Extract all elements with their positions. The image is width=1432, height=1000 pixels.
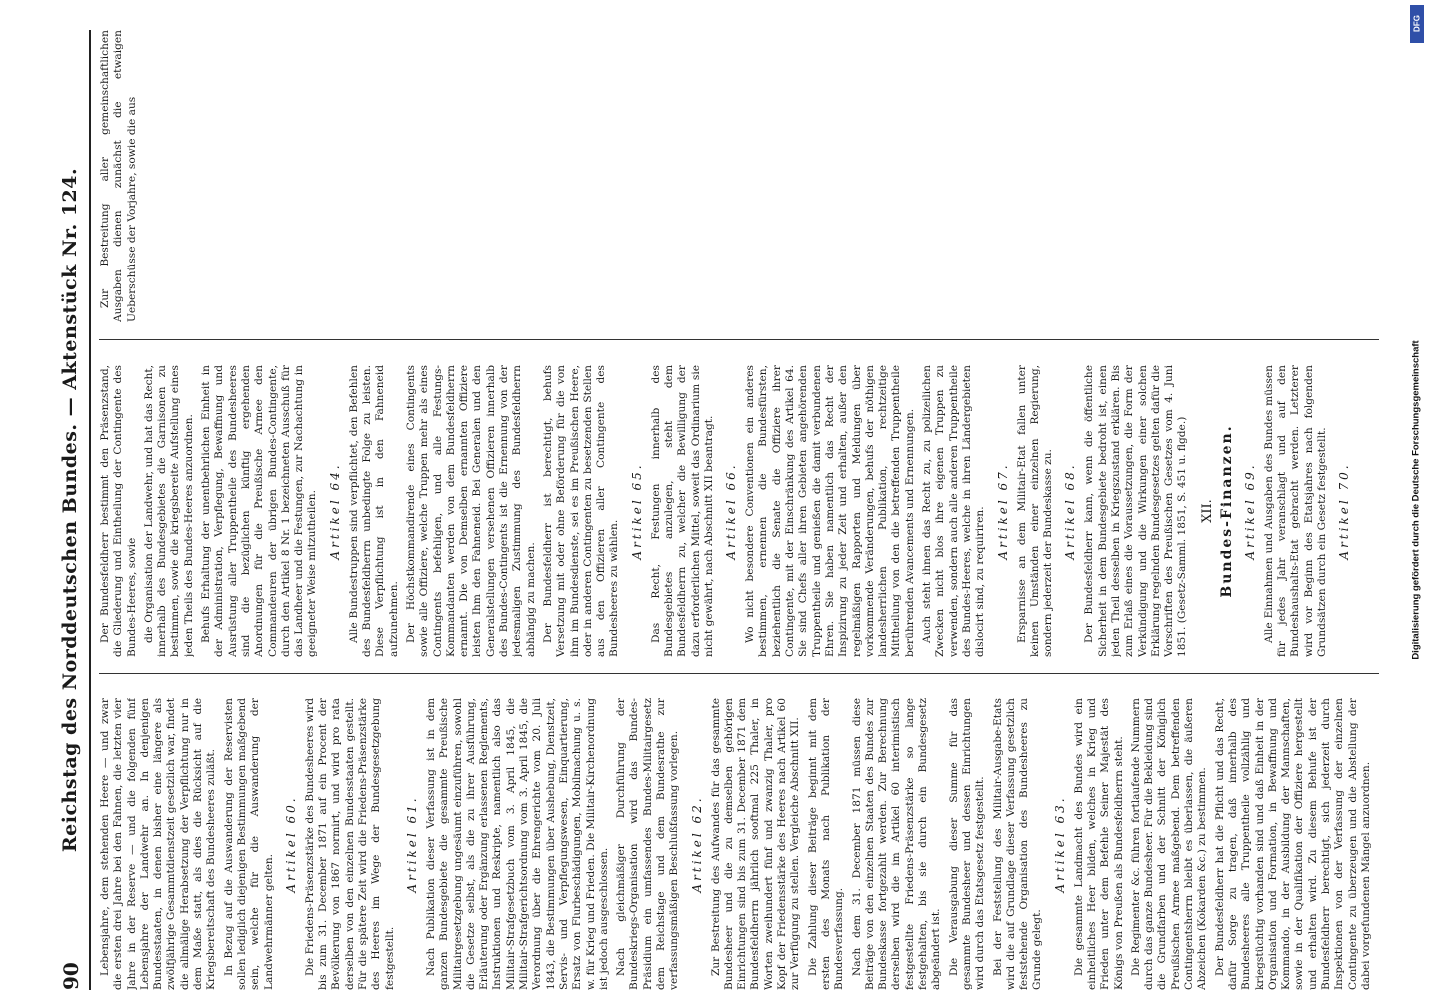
paragraph: Die Verausgabung dieser Summe für das gesammte Bundesheer und dessen Einrichtungen wird durch das Etatsgesetz festgestellt.: [947, 698, 987, 990]
page-number: 90: [59, 962, 83, 990]
paragraph: Lebensjahre, dem stehenden Heere — und zwar die ersten drei Jahre bei den Fahnen, die letzten vier Jahre in der Reserve — und die folgenden fünf Lebensjahre der Landwehr an. In denjenigen Bundesstaaten, in denen bisher eine längere als zwölfjährige Gesammtdienstzeit gesetzlich war, findet die allmälige Herabsetzung der Verpflichtung nur in dem Maße statt, als dies die Rücksicht auf die Kriegsbereitschaft des Bundesheeres zuläßt.: [99, 698, 218, 990]
paragraph: Der Bundesfeldherr bestimmt den Präsenzstand, die Gliederung und Eintheilung der Contingente des Bundes-Heeres, sowie: [99, 365, 138, 657]
article-heading: Artikel 68.: [1063, 462, 1078, 560]
paragraph: Die Zahlung dieser Beiträge beginnt mit dem ersten des Monats nach Publikation der Bundesverfassung.: [806, 698, 846, 990]
text-column-left: [99, 698, 1379, 990]
paragraph: Der Bundesfeldherr ist berechtigt, behufs Versetzung mit oder ohne Beförderung für die von ihm im Bundesdienste, sei es im Preußischen Heere, oder in anderen Contingenten zu besetzenden Stellen aus den Offizieren aller Contingente des Bundesheeres zu wählen.: [541, 365, 621, 657]
column-divider: [99, 673, 1379, 674]
paragraph: Das Recht, Festungen innerhalb des Bundesgebietes anzulegen, steht dem Bundesfeldherrn zu, welcher die Bewilligung der dazu erforderlichen Mittel, soweit das Ordinarium sie nicht gewährt, nach Abschnitt XII beantragt.: [649, 365, 715, 657]
article-heading: Artikel 63.: [1052, 795, 1067, 893]
text-column-middle: [99, 365, 1379, 657]
rotated-document-page: [55, 30, 1385, 990]
section-number: XII.: [1199, 499, 1215, 523]
paragraph: Nach gleichmäßiger Durchführung der Bundeskriegs-Organisation wird das Bundes-Präsidium ein umfassendes Bundes-Militairgesetz dem Reichstage und dem Bundesrathe zur verfassungsmäßigen Beschlußfassung vorlegen.: [615, 698, 681, 990]
paragraph: Behufs Erhaltung der unentbehrlichen Einheit in der Administration, Verpflegung, Bewaffnung und Ausrüstung aller Truppentheile des Bundesheeres sind die bezüglichen künftig ergehenden Anordnungen für die Preußische Armee den Commandeuren der übrigen Bundes-Contingente, durch den Artikel 8 Nr. 1 bezeichneten Ausschuß für das Landheer und die Festungen, zur Nachachtung in geeigneter Weise mitzutheilen.: [200, 365, 319, 657]
paragraph: die Organisation der Landwehr, und hat das Recht, innerhalb des Bundesgebietes die Garnisonen zu bestimmen, sowie die kriegsbereite Aufstellung eines jeden Theils des Bundes-Heeres anzuordnen.: [142, 365, 195, 657]
paragraph: Alle Bundestruppen sind verpflichtet, den Befehlen des Bundesfeldherrn unbedingte Folge zu leisten. Diese Verpflichtung ist in den Fahneneid aufzunehmen.: [347, 365, 400, 657]
article-heading: Artikel 60.: [283, 795, 298, 893]
paragraph: Zur Bestreitung aller gemeinschaftlichen Ausgaben dienen zunächst die etwaigen Ueberschüsse der Vorjahre, sowie die aus: [99, 30, 138, 322]
paragraph: Die Regimenter &c. führen fortlaufende Nummern durch das ganze Bundesheer. Für die Bekleidung sind die Grundfarben und der Schnitt der Königlich Preußischen Armee maßgebend. Dem betreffenden Contingentsherrn bleibt es überlassen, die äußeren Abzeichen (Kokarden &c.) zu bestimmen.: [1129, 698, 1209, 990]
article-heading: Artikel 66.: [724, 462, 739, 560]
paragraph: Nach dem 31. December 1871 müssen diese Beiträge von den einzelnen Staaten des Bundes zur Bundeskasse fortgezahlt werden. Zur Berechnung derselben wird die im Artikel 60 interimistisch festgestellte Friedens-Präsenzstärke so lange festgehalten, bis sie durch ein Bundesgesetz abgeändert ist.: [850, 698, 943, 990]
paragraph: Alle Einnahmen und Ausgaben des Bundes müssen für jedes Jahr veranschlagt und auf den Bundeshaushalts-Etat gebracht werden. Letzterer wird vor Beginn des Etatsjahres nach folgenden Grundsätzen durch ein Gesetz festgestellt.: [1262, 365, 1328, 657]
dfg-logo: DFG: [1410, 5, 1424, 43]
article-heading: Artikel 69.: [1242, 462, 1257, 560]
paragraph: Ersparnisse an dem Militair-Etat fallen unter keinen Umständen einer einzelnen Regierung, sondern jederzeit der Bundeskasse zu.: [1015, 365, 1055, 657]
column-divider: [99, 339, 1379, 340]
article-heading: Artikel 62.: [689, 795, 704, 893]
paragraph: Auch steht ihnen das Recht zu, zu polizeilichen Zwecken nicht blos ihre eigenen Truppen zu verwenden, sondern auch alle anderen Truppentheile des Bundes-Heeres, welche in ihren Ländergebieten dislocirt sind, zu requiriren.: [921, 365, 987, 657]
paragraph: Die Friedens-Präsenzstärke des Bundesheeres wird bis zum 31. December 1871 auf ein Procent der Bevölkerung von 1867 normirt, und wird pro rata derselben von den einzelnen Bundesstaaten gestellt. Für die spätere Zeit wird die Friedens-Präsenzstärke des Heeres im Wege der Bundesgesetzgebung festgestellt.: [303, 698, 396, 990]
paragraph: Zur Bestreitung des Aufwandes für das gesammte Bundesheer und die zu demselben gehörigen Einrichtungen sind bis zum 31. December 1871 dem Bundesfeldherrn jährlich sooftmal 225 Thaler, in Worten zweihundert fünf und zwanzig Thaler, pro Kopf der Friedensstärke des Heeres nach Artikel 60 zur Verfügung zu stellen. Vergleiche Abschnitt XII.: [709, 698, 802, 990]
header-rule: [89, 30, 91, 990]
paragraph: Der Bundesfeldherr kann, wenn die öffentliche Sicherheit in dem Bundesgebiete bedroht ist, einen jeden Theil desselben in Kriegszustand erklären. Bis zum Erlaß eines die Voraussetzungen, die Form der Verkündigung und die Wirkungen einer solchen Erklärung regelnden Bundesgesetzes gelten dafür die Vorschriften des Preußischen Gesetzes vom 4. Juni 1851. (Gesetz-Samml. 1851, S. 451 u. flgde.): [1083, 365, 1189, 657]
paragraph: In Bezug auf die Auswanderung der Reservisten sollen lediglich diejenigen Bestimmungen maßgebend sein, welche für die Auswanderung der Landwehrmänner gelten.: [222, 698, 275, 990]
paragraph: Der Bundesfeldherr hat die Pflicht und das Recht, dafür Sorge zu tragen, daß innerhalb des Bundesheeres alle Truppentheile vollzählig und kriegstüchtig vorhanden sind und daß Einheit in der Organisation und Formation, in Bewaffnung und Kommando, in der Ausbildung der Mannschaften, sowie in der Qualifikation der Offiziere hergestellt und erhalten wird. Zu diesem Behufe ist der Bundesfeldherr berechtigt, sich jederzeit durch Inspektionen von der Verfassung der einzelnen Contingente zu überzeugen und die Abstellung der dabei vorgefundenen Mängel anzuordnen.: [1213, 698, 1372, 990]
article-heading: Artikel 64.: [327, 462, 342, 560]
paragraph: Bei der Feststellung des Militair-Ausgabe-Etats wird die auf Grundlage dieser Verfassung gesetzlich feststehende Organisation des Bundesheeres zu Grunde gelegt.: [991, 698, 1044, 990]
article-heading: Artikel 61.: [404, 795, 419, 893]
paragraph: Die gesammte Landmacht des Bundes wird ein einheitliches Heer bilden, welches in Krieg und Frieden unter dem Befehle Seiner Majestät des Königs von Preußen als Bundesfeldherrn steht.: [1072, 698, 1125, 990]
section-title: Bundes-Finanzen.: [1218, 424, 1235, 598]
article-heading: Artikel 65.: [629, 462, 644, 560]
digitization-note: Digitalisierung gefördert durch die Deutsche Forschungsgemeinschaft: [1410, 340, 1422, 660]
paragraph: Wo nicht besondere Conventionen ein anderes bestimmen, ernennen die Bundesfürsten, beziehentlich die Senate die Offiziere ihrer Contingente, mit der Einschränkung des Artikel 64. Sie sind Chefs aller ihren Gebieten angehörenden Truppentheile und genießen die damit verbundenen Ehren. Sie haben namentlich das Recht der Inspizirung zu jeder Zeit und erhalten, außer den regelmäßigen Rapporten und Meldungen über vorkommende Veränderungen, behufs der nöthigen landesherrlichen Publikation, rechtzeitige Mittheilung von den die betreffenden Truppentheile berührenden Avancements und Ernennungen.: [744, 365, 916, 657]
article-heading: Artikel 67.: [995, 462, 1010, 560]
paragraph: Nach Publikation dieser Verfassung ist in dem ganzen Bundesgebiete die gesammte Preußische Militairgesetzgebung ungesäumt einzuführen, sowohl die Gesetze selbst, als die zu ihrer Ausführung, Erläuterung oder Ergänzung erlassenen Reglements, Instruktionen und Reskripte, namentlich also das Militair-Strafgesetzbuch vom 3. April 1845, die Militair-Strafgerichtsordnung vom 3. April 1845, die Verordnung über die Ehrengerichte vom 20. Juli 1843, die Bestimmungen über Aushebung, Dienstzeit, Servis- und Verpflegungswesen, Einquartierung, Ersatz von Flurbeschädigungen, Mobilmachung u. s. w. für Krieg und Frieden. Die Militair-Kirchenordnung ist jedoch ausgeschlossen.: [424, 698, 610, 990]
page-header: [55, 30, 93, 990]
article-heading: Artikel 70.: [1337, 462, 1352, 560]
paragraph: Der Höchstkommandirende eines Contingents sowie alle Offiziere, welche Truppen mehr als eines Contingents befehligen, und alle Festungs-Kommandanten werden von dem Bundesfeldherrn ernannt. Die von Demselben ernannten Offiziere leisten Ihm den Fahneneid. Bei Generalen und den Generalstellungen versehenen Offizieren innerhalb des Bundes-Contingents ist die Ernennung von der jedesmaligen Zustimmung des Bundesfeldherrn abhängig zu machen.: [404, 365, 537, 657]
running-title: Reichstag des Norddeutschen Bundes. — Aktenstück Nr. 124.: [59, 167, 81, 853]
text-column-right: [99, 30, 1379, 322]
